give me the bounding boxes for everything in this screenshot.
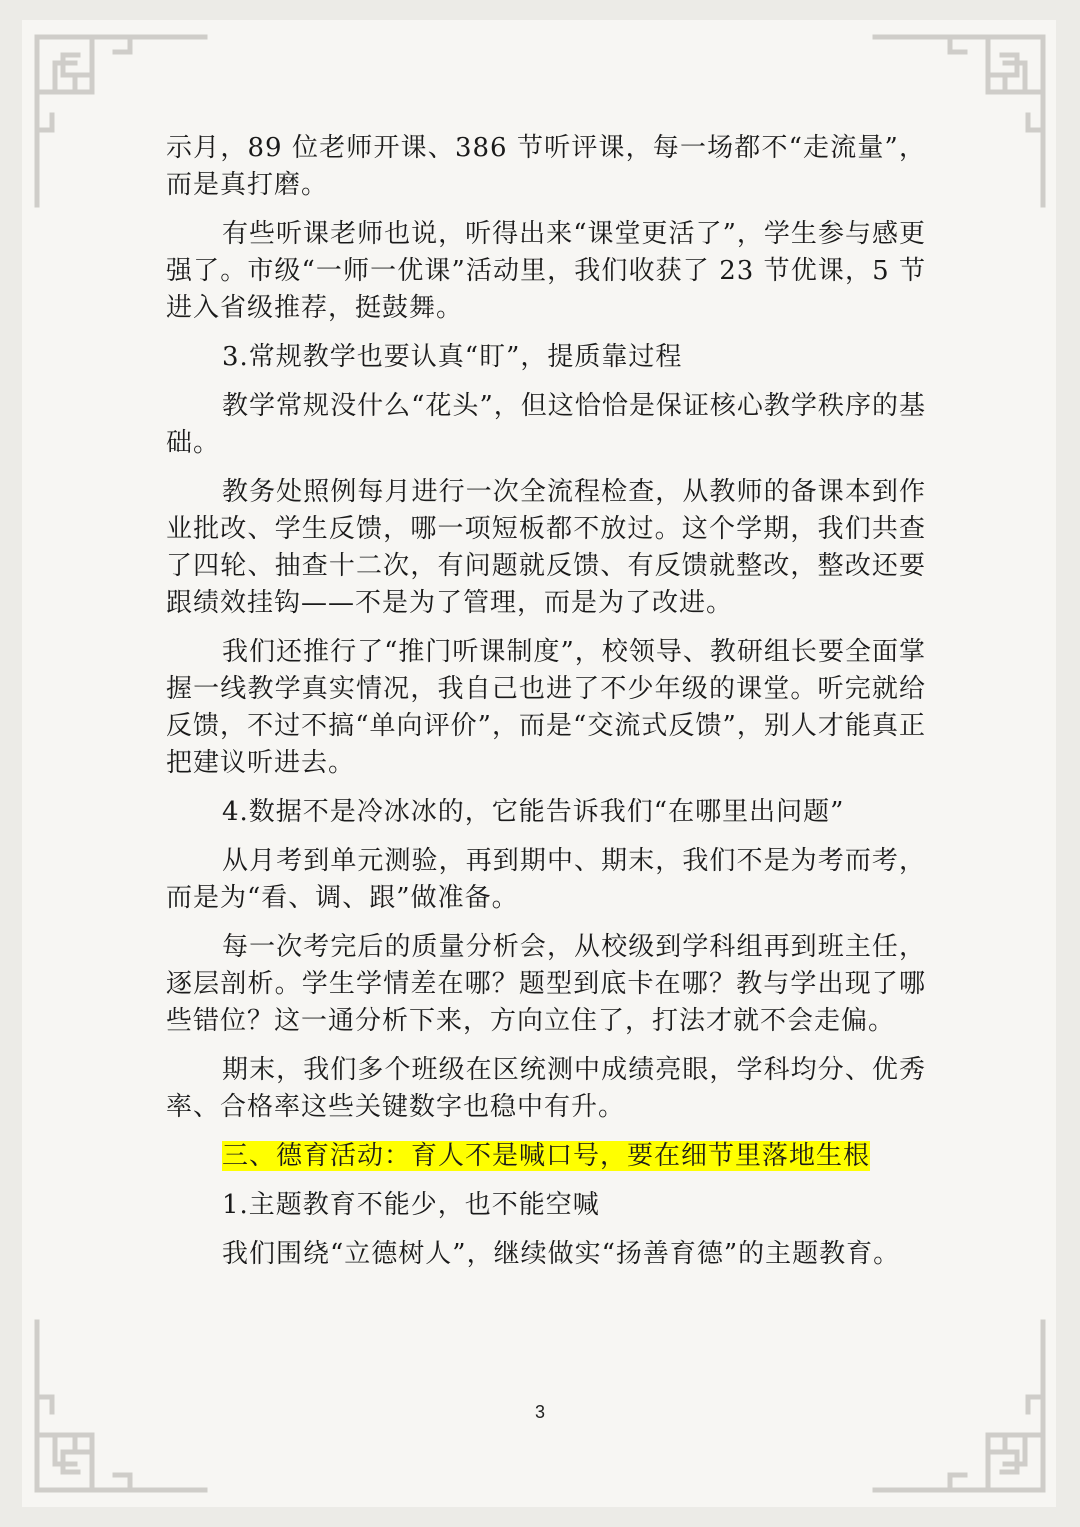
paragraph-list-after-heading xyxy=(166,1187,926,1273)
paragraph: 教务处照例每月进行一次全流程检查，从教师的备课本到作业批改、学生反馈，哪一项短板都不放过。这个学期，我们共查了四轮、抽查十二次，有问题就反馈、有反馈就整改，整改还要跟绩效挂钩——不是为了管理，而是为了改进。 xyxy=(166,477,926,618)
section-heading xyxy=(166,1138,926,1175)
paragraph: 期末，我们多个班级在区统测中成绩亮眼，学科均分、优秀率、合格率这些关键数字也稳中有升。 xyxy=(166,1055,926,1122)
paragraph: 1.主题教育不能少，也不能空喊 xyxy=(222,1190,600,1220)
paragraph-list xyxy=(166,130,926,1126)
paragraph: 教学常规没什么“花头”，但这恰恰是保证核心教学秩序的基础。 xyxy=(166,391,926,458)
paragraph: 每一次考完后的质量分析会，从校级到学科组再到班主任，逐层剖析。学生学情差在哪？题型到底卡在哪？教与学出现了哪些错位？这一通分析下来，方向立住了，打法才就不会走偏。 xyxy=(166,932,926,1036)
paragraph: 从月考到单元测验，再到期中、期末，我们不是为考而考，而是为“看、调、跟”做准备。 xyxy=(166,846,926,913)
page-number: 3 xyxy=(534,1402,545,1422)
document-body xyxy=(166,130,926,1285)
paragraph: 我们还推行了“推门听课制度”，校领导、教研组长要全面掌握一线教学真实情况，我自己也进了不少年级的课堂。听完就给反馈，不过不搞“单向评价”，而是“交流式反馈”，别人才能真正把建议听进去。 xyxy=(166,637,926,778)
paragraph: 4.数据不是冷冰冰的，它能告诉我们“在哪里出问题” xyxy=(222,797,845,827)
paragraph: 有些听课老师也说，听得出来“课堂更活了”，学生参与感更强了。市级“一师一优课”活动里，我们收获了 23 节优课，5 节进入省级推荐，挺鼓舞。 xyxy=(166,219,926,323)
highlighted-heading-text: 三、德育活动：育人不是喊口号，要在细节里落地生根 xyxy=(222,1141,871,1171)
paragraph: 3.常规教学也要认真“盯”，提质靠过程 xyxy=(222,342,683,372)
paragraph: 我们围绕“立德树人”，继续做实“扬善育德”的主题教育。 xyxy=(222,1239,901,1269)
paragraph: 示月，89 位老师开课、386 节听评课，每一场都不“走流量”，而是真打磨。 xyxy=(166,133,926,200)
